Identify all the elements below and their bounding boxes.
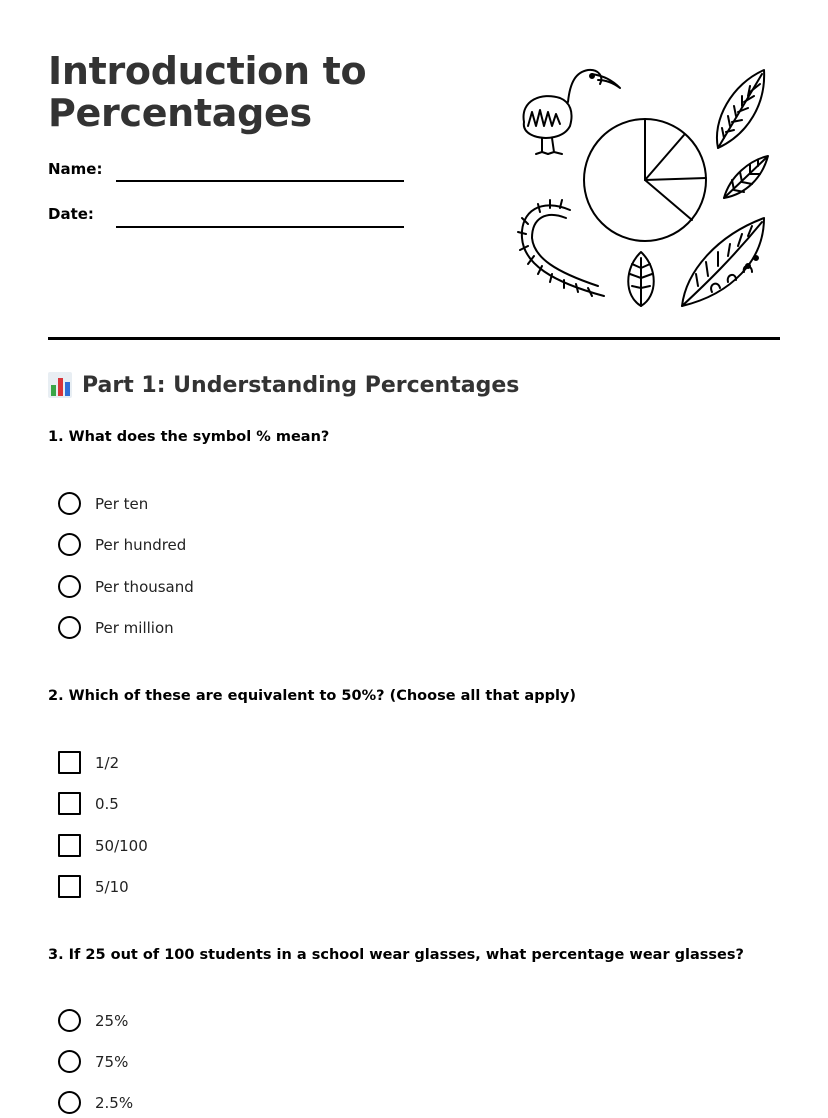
part1-heading-text: Part 1: Understanding Percentages — [82, 372, 520, 398]
radio-button[interactable] — [58, 533, 81, 556]
leaf-icon — [717, 70, 764, 148]
pie-chart-icon — [584, 119, 706, 241]
q1-option-1[interactable] — [58, 492, 148, 515]
option-label: 5/10 — [95, 877, 129, 896]
radio-button[interactable] — [58, 492, 81, 515]
q2-option-1[interactable] — [58, 751, 119, 774]
radio-button[interactable] — [58, 616, 81, 639]
title-line-1: Introduction to — [48, 49, 367, 93]
option-label: Per ten — [95, 494, 149, 513]
illustration — [512, 60, 782, 315]
q1-option-3[interactable] — [58, 575, 194, 598]
worksheet-title — [48, 50, 366, 134]
checkbox[interactable] — [58, 792, 81, 815]
title-line-2: Percentages — [48, 91, 312, 135]
q1-option-2[interactable] — [58, 533, 186, 556]
section-divider — [48, 337, 780, 340]
radio-button[interactable] — [58, 1091, 81, 1114]
bar-chart-icon — [48, 372, 72, 398]
question-2: 2. Which of these are equivalent to 50%? (Choose all that apply) — [48, 688, 577, 704]
radio-button[interactable] — [58, 1009, 81, 1032]
part1-heading — [48, 372, 519, 398]
question-3: 3. If 25 out of 100 students in a school wear glasses, what percentage wear glasses? — [48, 947, 744, 963]
leaf-icon — [628, 252, 654, 306]
option-label: 0.5 — [95, 794, 119, 813]
q2-option-2[interactable] — [58, 792, 119, 815]
q3-option-3[interactable] — [58, 1091, 133, 1114]
option-label: 25% — [95, 1011, 129, 1030]
radio-button[interactable] — [58, 575, 81, 598]
option-label: 1/2 — [95, 753, 120, 772]
leaf-icon — [724, 156, 768, 198]
date-field[interactable] — [116, 226, 404, 228]
option-label: 50/100 — [95, 836, 148, 855]
option-label: Per thousand — [95, 577, 194, 596]
fern-icon — [518, 200, 604, 296]
option-label: 2.5% — [95, 1093, 134, 1112]
bird-icon — [524, 70, 620, 154]
q2-option-4[interactable] — [58, 875, 129, 898]
q3-option-2[interactable] — [58, 1050, 128, 1073]
option-label: Per million — [95, 618, 174, 637]
option-label: Per hundred — [95, 535, 187, 554]
q3-option-1[interactable] — [58, 1009, 128, 1032]
question-1: 1. What does the symbol % mean? — [48, 429, 330, 445]
q2-option-3[interactable] — [58, 834, 148, 857]
q1-option-4[interactable] — [58, 616, 174, 639]
checkbox[interactable] — [58, 751, 81, 774]
radio-button[interactable] — [58, 1050, 81, 1073]
checkbox[interactable] — [58, 875, 81, 898]
leaf-icon — [682, 218, 764, 306]
option-label: 75% — [95, 1052, 129, 1071]
name-label: Name: — [48, 160, 103, 178]
checkbox[interactable] — [58, 834, 81, 857]
date-label: Date: — [48, 205, 94, 223]
name-field[interactable] — [116, 180, 404, 182]
